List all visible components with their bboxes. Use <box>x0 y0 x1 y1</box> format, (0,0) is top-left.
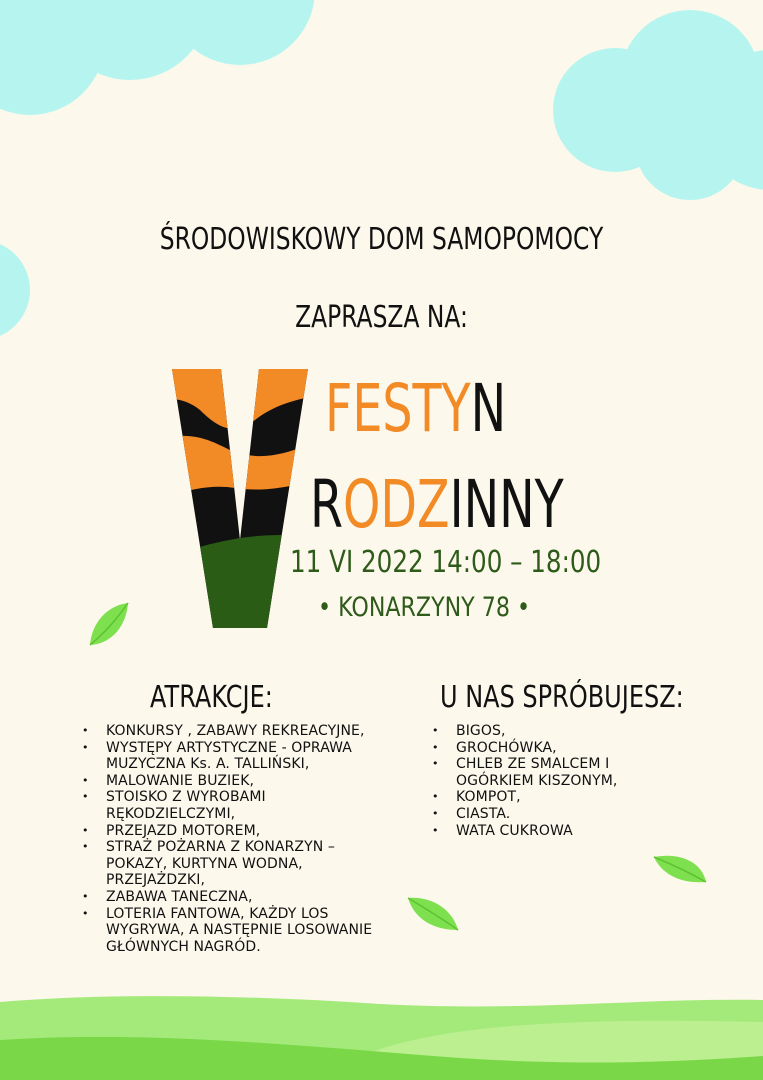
roman-numeral-v <box>160 360 320 640</box>
grass-hills <box>0 996 763 1080</box>
list-item: • KONKURSY , ZABAWY REKREACYJNE, <box>82 723 382 740</box>
title-rodzinny <box>310 466 564 543</box>
cloud-icon <box>0 240 30 340</box>
list-item: • BIGOS, <box>432 723 642 740</box>
list-item: • ZABAWA TANECZNA, <box>82 889 382 906</box>
title-rodzinny-black-2: INNY <box>449 466 564 543</box>
attractions-list <box>82 723 382 955</box>
list-item: • GROCHÓWKA, <box>432 740 642 757</box>
leaf-icon <box>654 856 706 883</box>
leaf-icon <box>90 603 128 645</box>
list-item: • WYSTĘPY ARTYSTYCZNE - OPRAWA MUZYCZNA Ks. A. TALLIŃSKI, <box>82 740 382 773</box>
food-list <box>432 723 642 839</box>
title-festyn <box>325 370 506 447</box>
event-address: • KONARZYNY 78 • <box>318 592 531 623</box>
list-item: • STOISKO Z WYROBAMI RĘKODZIELCZYMI, <box>82 789 382 822</box>
list-item: • PRZEJAZD MOTOREM, <box>82 823 382 840</box>
invite-heading: ZAPRASZA NA: <box>295 300 468 335</box>
list-item: • LOTERIA FANTOWA, KAŻDY LOS WYGRYWA, A NASTĘPNIE LOSOWANIE GŁÓWNYCH NAGRÓD. <box>82 906 382 956</box>
title-rodzinny-orange: ODZ <box>343 466 450 543</box>
list-item: • CHLEB ZE SMALCEM I OGÓRKIEM KISZONYM, <box>432 756 642 789</box>
title-festyn-black: N <box>470 370 507 447</box>
list-item: • STRAŻ POŻARNA Z KONARZYN – POKAZY, KURTYNA WODNA, PRZEJAŻDZKI, <box>82 839 382 889</box>
food-title: U NAS SPRÓBUJESZ: <box>440 680 684 715</box>
event-date-time: 11 VI 2022 14:00 – 18:00 <box>290 545 602 580</box>
title-rodzinny-black-1: R <box>310 466 344 543</box>
title-festyn-orange: FESTY <box>325 370 471 447</box>
organizer-heading: ŚRODOWISKOWY DOM SAMOPOMOCY <box>159 222 604 257</box>
leaf-icon <box>408 898 458 930</box>
cloud-icon <box>553 10 763 200</box>
cloud-icon <box>0 0 315 115</box>
list-item: • WATA CUKROWA <box>432 823 642 840</box>
list-item: • KOMPOT, <box>432 789 642 806</box>
list-item: • MALOWANIE BUZIEK, <box>82 773 382 790</box>
list-item: • CIASTA. <box>432 806 642 823</box>
attractions-title: ATRAKCJE: <box>150 680 273 715</box>
